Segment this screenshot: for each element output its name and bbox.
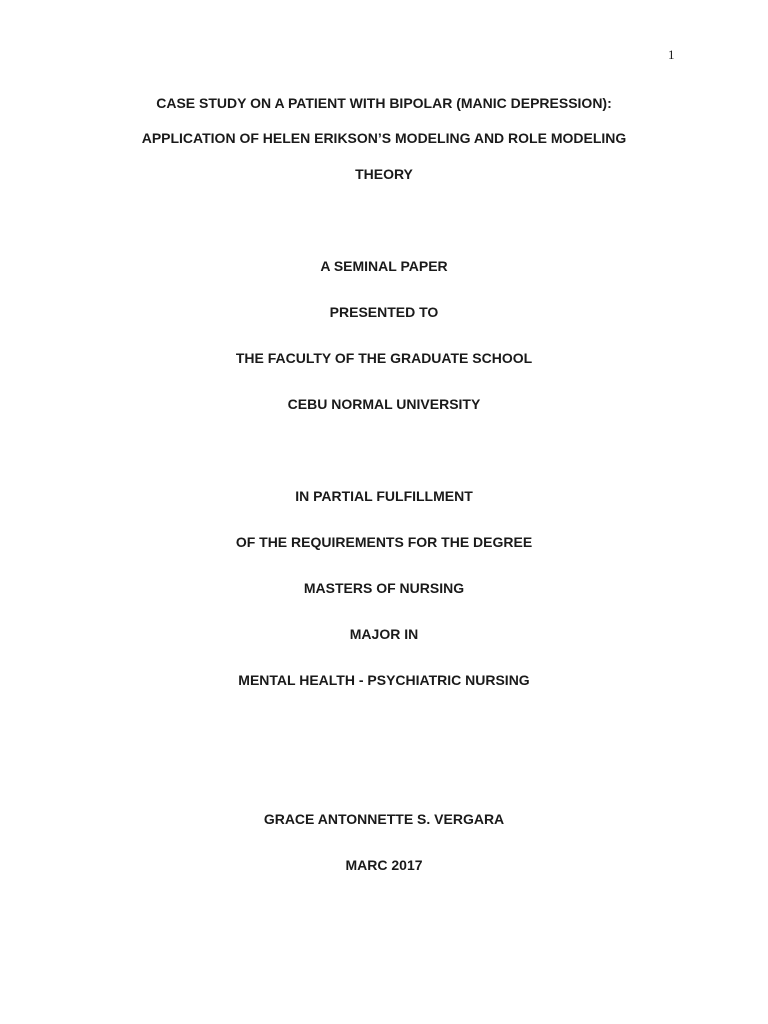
- paper-type: A SEMINAL PAPER: [320, 258, 448, 274]
- author-name: GRACE ANTONNETTE S. VERGARA: [263, 811, 505, 827]
- fulfillment-line-1: IN PARTIAL FULFILLMENT: [295, 488, 473, 504]
- title-line-1: CASE STUDY ON A PATIENT WITH BIPOLAR (MANIC DEPRESSION):: [156, 95, 612, 111]
- major-name: MENTAL HEALTH - PSYCHIATRIC NURSING: [238, 672, 530, 688]
- fulfillment-line-2: OF THE REQUIREMENTS FOR THE DEGREE: [235, 534, 533, 550]
- university-name: CEBU NORMAL UNIVERSITY: [287, 396, 481, 412]
- title-line-3: THEORY: [355, 166, 413, 182]
- title-line-2: APPLICATION OF HELEN ERIKSON’S MODELING AND ROLE MODELING: [141, 130, 627, 146]
- submission-date: MARC 2017: [345, 857, 423, 873]
- major-label: MAJOR IN: [349, 626, 419, 642]
- page-number: 1: [668, 47, 675, 62]
- faculty-name: THE FACULTY OF THE GRADUATE SCHOOL: [235, 350, 533, 366]
- degree-name: MASTERS OF NURSING: [303, 580, 465, 596]
- presented-to: PRESENTED TO: [329, 304, 439, 320]
